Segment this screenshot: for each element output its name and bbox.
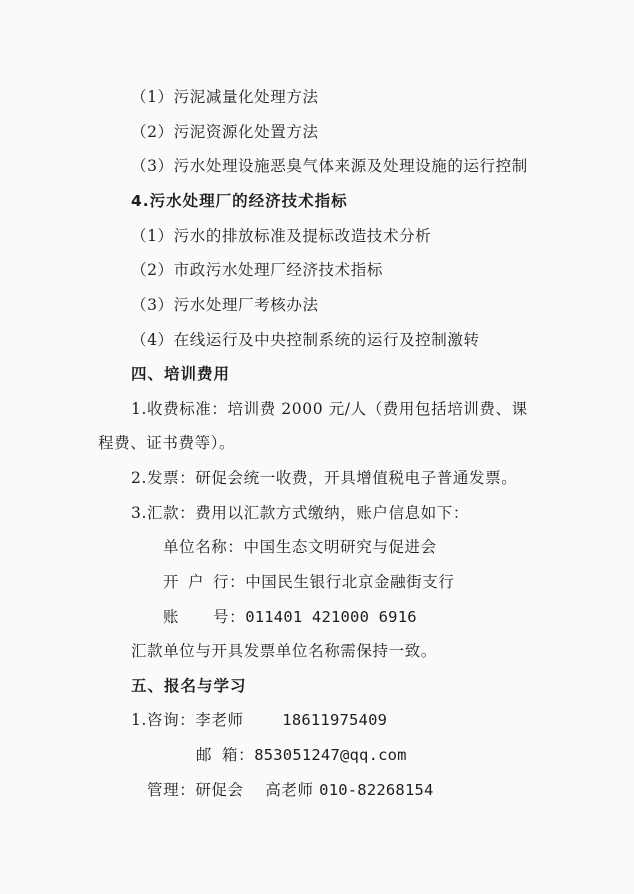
manage-row <box>147 780 434 800</box>
manage-phone: 010-82268154 <box>319 781 434 799</box>
account-label-part1: 账 <box>163 608 180 626</box>
registration-heading: 五、报名与学习 <box>131 677 247 695</box>
invoice-item: 2.发票：研促会统一收费，开具增值税电子普通发票。 <box>131 469 518 487</box>
unit-name-value: 中国生态文明研究与促进会 <box>243 538 437 556</box>
account-number-value: 011401 421000 6916 <box>245 608 417 626</box>
bank-label-part1: 开 <box>163 573 180 591</box>
assessment-method-item: （3）污水处理厂考核办法 <box>131 296 319 314</box>
email-value[interactable]: 853051247@qq.com <box>254 746 407 764</box>
bank-label-part3: 行： <box>213 573 246 591</box>
email-label-part2: 箱： <box>222 746 255 764</box>
consult-row <box>131 710 387 730</box>
account-unit-row <box>163 537 437 557</box>
unit-name-label: 单位名称： <box>163 538 244 556</box>
consult-phone: 18611975409 <box>282 711 388 729</box>
consult-name: 李老师 <box>195 711 244 729</box>
training-fee-heading: 四、培训费用 <box>131 365 231 383</box>
manage-org: 研促会 <box>195 781 244 799</box>
fee-standard-line1: 1.收费标准：培训费 2000 元/人（费用包括培训费、课 <box>131 400 528 418</box>
sludge-reduction-item: （1）污泥减量化处理方法 <box>131 88 319 106</box>
remittance-note: 汇款单位与开具发票单位名称需保持一致。 <box>131 642 437 660</box>
discharge-standard-item: （1）污水的排放标准及提标改造技术分析 <box>131 227 432 245</box>
account-number-row <box>163 607 417 627</box>
economic-indicator-item: （2）市政污水处理厂经济技术指标 <box>131 261 383 279</box>
email-label-part1: 邮 <box>196 746 213 764</box>
section4-heading: 4.污水处理厂的经济技术指标 <box>131 192 348 210</box>
odor-control-item: （3）污水处理设施恶臭气体来源及处理设施的运行控制 <box>131 157 528 175</box>
central-control-item: （4）在线运行及中央控制系统的运行及控制激转 <box>131 331 480 349</box>
bank-label-part2: 户 <box>188 573 205 591</box>
sludge-resource-item: （2）污泥资源化处置方法 <box>131 123 319 141</box>
email-row <box>196 745 407 765</box>
fee-standard-line2: 程费、证书费等）。 <box>98 434 236 452</box>
manage-label: 管理： <box>147 781 196 799</box>
manage-name: 高老师 <box>265 781 314 799</box>
consult-label: 1.咨询： <box>131 711 196 729</box>
remittance-item: 3.汇款：费用以汇款方式缴纳，账户信息如下： <box>131 504 469 522</box>
bank-value: 中国民生银行北京金融街支行 <box>245 573 455 591</box>
account-bank-row <box>163 572 455 592</box>
account-label-part2: 号： <box>213 608 246 626</box>
